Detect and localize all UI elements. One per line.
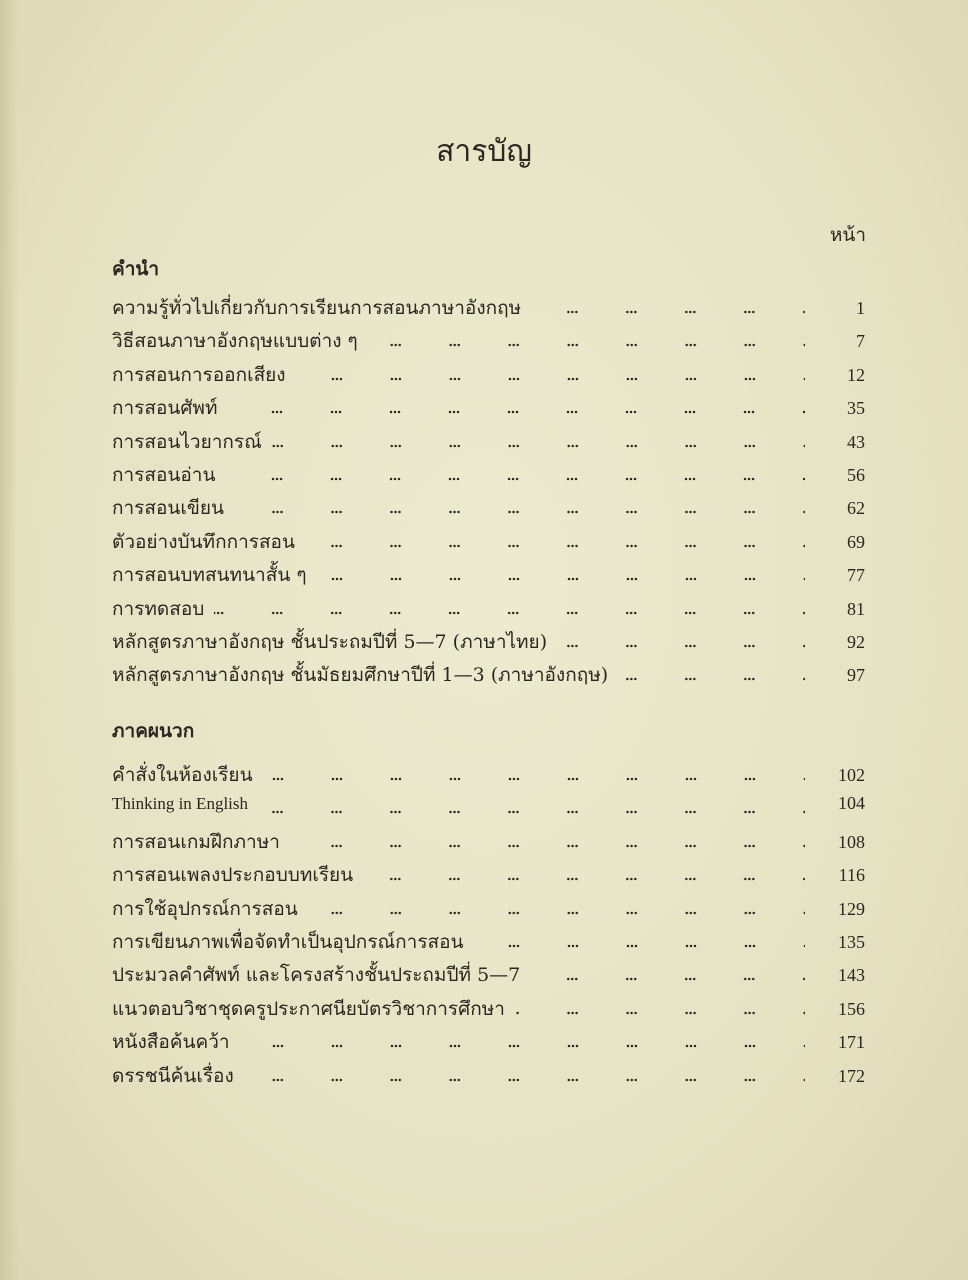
toc-entry xyxy=(112,427,865,457)
dot-leader xyxy=(531,307,805,317)
toc-entry-page: 35 xyxy=(847,398,865,419)
toc-entry-title: ความรู้ทั่วไปเกี่ยวกับการเรียนการสอนภาษาอังกฤษ xyxy=(112,297,522,319)
toc-entry xyxy=(112,560,865,590)
toc-entry-title: วิธีสอนภาษาอังกฤษแบบต่าง ๆ xyxy=(112,330,358,353)
page-title: สารบัญ xyxy=(436,134,532,169)
toc-entry xyxy=(112,760,865,790)
dot-leader xyxy=(474,941,805,951)
section-heading: ภาคผนวก xyxy=(112,720,195,742)
toc-entry-page: 97 xyxy=(847,665,865,686)
toc-entry-title: การสอนอ่าน xyxy=(112,464,216,486)
toc-entry-title: การเขียนภาพเพื่อจัดทำเป็นอุปกรณ์การสอน xyxy=(112,931,464,953)
toc-entry-page: 171 xyxy=(838,1032,865,1053)
toc-entry-page: 69 xyxy=(847,531,865,552)
toc-entry-title: การสอนศัพท์ xyxy=(112,397,218,420)
toc-entry-title: การสอนการออกเสียง xyxy=(112,363,286,386)
toc-entry xyxy=(112,994,865,1024)
toc-entry-page: 62 xyxy=(847,498,865,519)
toc-entry-page: 92 xyxy=(847,632,865,652)
toc-entry xyxy=(112,460,865,490)
toc-entry-page: 102 xyxy=(838,765,865,785)
toc-entry-title: การสอนเพลงประกอบบทเรียน xyxy=(112,864,354,887)
toc-entry-title: การสอนไวยากรณ์ xyxy=(112,430,262,453)
toc-entry-page: 156 xyxy=(838,998,865,1019)
toc-entry xyxy=(112,894,865,924)
toc-entry xyxy=(112,594,865,624)
dot-leader xyxy=(244,1075,805,1085)
toc-entry-page: 104 xyxy=(838,793,865,814)
toc-entry-page: 7 xyxy=(856,331,865,352)
dot-leader xyxy=(363,874,805,884)
toc-entry xyxy=(112,860,865,890)
toc-entry-title: การสอนบทสนทนาสั้น ๆ xyxy=(112,564,307,587)
page-spine-shadow xyxy=(0,0,18,1280)
toc-entry-title: หลักสูตรภาษาอังกฤษ ชั้นประถมปีที่ 5—7 (ภาษาไทย) xyxy=(112,631,548,653)
toc-entry-title: ดรรชนีค้นเรื่อง xyxy=(112,1064,234,1087)
toc-entry xyxy=(112,960,865,990)
dot-leader xyxy=(557,641,805,651)
dot-leader xyxy=(225,474,805,484)
toc-entry-page: 56 xyxy=(847,465,865,485)
dot-leader xyxy=(296,374,805,384)
toc-entry-title: Thinking in English xyxy=(112,794,248,814)
dot-leader xyxy=(308,908,805,918)
dot-leader xyxy=(263,774,805,784)
toc-entry xyxy=(112,1027,865,1057)
dot-leader xyxy=(290,841,805,851)
toc-entry-title: ประมวลคำศัพท์ และโครงสร้างชั้นประถมปีที่ 5—7 xyxy=(112,964,521,987)
toc-entry xyxy=(112,1061,865,1091)
toc-entry-page: 43 xyxy=(847,431,865,452)
dot-leader xyxy=(368,340,805,350)
toc-entry-page: 108 xyxy=(838,831,865,852)
section-heading: คำนำ xyxy=(112,258,160,280)
toc-entry-title: การสอนเกมฝึกภาษา xyxy=(112,830,280,853)
toc-entry-title: การสอนเขียน xyxy=(112,497,224,520)
toc-entry-title: หนังสือค้นคว้า xyxy=(112,1031,230,1054)
toc-entry xyxy=(112,827,865,857)
toc-entry-title: คำสั่งในห้องเรียน xyxy=(112,764,253,786)
dot-leader xyxy=(258,807,805,817)
toc-entry-title: การใช้อุปกรณ์การสอน xyxy=(112,897,298,920)
toc-entry-page: 135 xyxy=(838,932,865,952)
dot-leader xyxy=(515,1008,805,1018)
toc-entry xyxy=(112,393,865,423)
dot-leader xyxy=(214,608,805,618)
toc-entry-page: 116 xyxy=(838,865,865,886)
toc-entry-page: 1 xyxy=(856,298,865,318)
toc-entry xyxy=(112,293,865,323)
toc-entry xyxy=(112,660,865,690)
toc-entry-title: การทดสอบ xyxy=(112,597,205,620)
page-column-label: หน้า xyxy=(829,224,866,246)
toc-entry xyxy=(112,927,865,957)
toc-entry-page: 129 xyxy=(838,898,865,919)
toc-entry-page: 12 xyxy=(847,364,865,385)
toc-entry-page: 172 xyxy=(838,1065,865,1086)
toc-entry-title: ตัวอย่างบันทึกการสอน xyxy=(112,530,295,553)
toc-entry xyxy=(112,793,865,823)
toc-entry xyxy=(112,527,865,557)
toc-entry-page: 143 xyxy=(838,965,865,986)
dot-leader xyxy=(618,674,805,684)
dot-leader xyxy=(272,441,805,451)
toc-entry-title: หลักสูตรภาษาอังกฤษ ชั้นมัธยมศึกษาปีที่ 1—3 (ภาษาอังกฤษ) xyxy=(112,664,609,687)
toc-entry xyxy=(112,326,865,356)
dot-leader xyxy=(234,507,805,517)
dot-leader xyxy=(305,541,805,551)
dot-leader xyxy=(240,1041,805,1051)
toc-entry xyxy=(112,360,865,390)
toc-entry-page: 81 xyxy=(847,598,865,619)
dot-leader xyxy=(317,574,805,584)
toc-entry-page: 77 xyxy=(847,565,865,586)
toc-entry xyxy=(112,493,865,523)
dot-leader xyxy=(530,974,805,984)
toc-entry xyxy=(112,627,865,657)
dot-leader xyxy=(227,407,805,417)
toc-entry-title: แนวตอบวิชาชุดครูประกาศนียบัตรวิชาการศึกษา xyxy=(112,997,505,1020)
